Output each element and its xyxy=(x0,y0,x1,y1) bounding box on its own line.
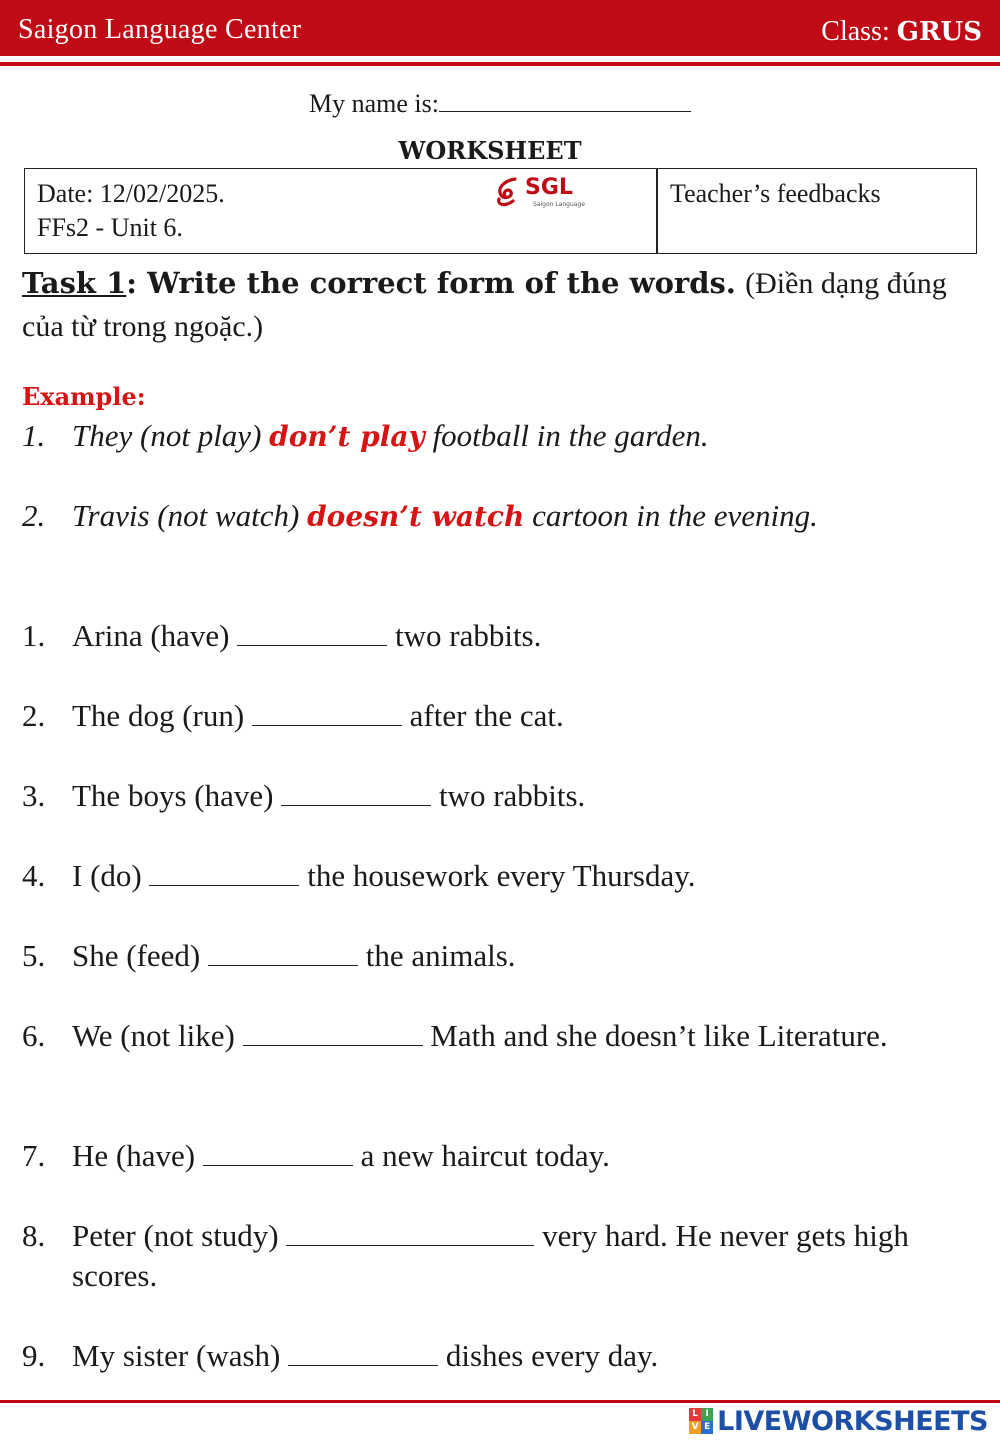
task-vietnamese: (Điền dạng đúng của từ trong ngoặc.) xyxy=(22,267,947,343)
sgl-swoosh-icon xyxy=(493,175,525,209)
question-item xyxy=(22,1216,982,1296)
question-text: after the cat. xyxy=(401,698,564,733)
liveworksheets-icon xyxy=(689,1408,713,1434)
logo-text: SGL xyxy=(525,175,573,200)
info-divider xyxy=(656,169,658,253)
question-number: 3. xyxy=(22,778,46,813)
question-text: We (not like) xyxy=(72,1018,243,1053)
question-number: 6. xyxy=(22,1018,46,1053)
answer-blank[interactable] xyxy=(208,940,358,966)
brand-icon-letter: V xyxy=(689,1421,701,1434)
question-item xyxy=(22,1136,982,1176)
liveworksheets-brand[interactable] xyxy=(689,1404,988,1438)
question-text: the animals. xyxy=(358,938,516,973)
feedback-label: Teacher’s feedbacks xyxy=(670,179,881,208)
question-text: two rabbits. xyxy=(431,778,586,813)
example-answer: don’t play xyxy=(269,420,425,453)
brand-icon-letter: I xyxy=(701,1408,713,1421)
question-number: 4. xyxy=(22,858,46,893)
sgl-logo xyxy=(493,175,593,211)
question-number: 9. xyxy=(22,1338,46,1373)
name-prompt: My name is: xyxy=(309,89,439,118)
question-text: Math and she doesn’t like Literature. xyxy=(422,1018,888,1053)
question-item xyxy=(22,776,982,816)
logo-subtext: Saigon Language xyxy=(533,201,585,208)
question-item xyxy=(22,1016,982,1056)
task-label: Task 1 xyxy=(22,266,127,300)
question-number: 1. xyxy=(22,618,46,653)
answer-blank[interactable] xyxy=(237,620,387,646)
footer-line xyxy=(0,1400,1000,1403)
header-underline xyxy=(0,62,1000,66)
question-number: 7. xyxy=(22,1138,46,1173)
question-text: My sister (wash) xyxy=(72,1338,289,1373)
question-text: I (do) xyxy=(72,858,150,893)
question-text: a new haircut today. xyxy=(352,1138,610,1173)
class-label xyxy=(821,16,982,48)
brand-icon-letter: L xyxy=(689,1408,701,1421)
question-text: Arina (have) xyxy=(72,618,238,653)
example-text: cartoon in the evening. xyxy=(524,498,818,533)
example-label: Example: xyxy=(22,382,146,411)
question-number: 5. xyxy=(22,938,46,973)
question-number: 2. xyxy=(22,698,46,733)
question-text: the housework every Thursday. xyxy=(299,858,696,893)
task-instruction: : Write the correct form of the words. xyxy=(126,266,736,300)
question-item xyxy=(22,936,982,976)
question-number: 8. xyxy=(22,1218,46,1253)
question-item xyxy=(22,616,982,656)
question-text: very hard. He never gets high scores. xyxy=(72,1218,909,1293)
brand-text: LIVEWORKSHEETS xyxy=(717,1405,988,1437)
answer-blank[interactable] xyxy=(286,1220,534,1246)
question-text: She (feed) xyxy=(72,938,208,973)
class-prefix: Class: xyxy=(821,16,890,47)
example-item xyxy=(22,496,982,537)
name-line xyxy=(0,88,1000,119)
center-name: Saigon Language Center xyxy=(18,14,302,45)
question-text: The dog (run) xyxy=(72,698,252,733)
example-item xyxy=(22,416,982,457)
example-answer: doesn’t watch xyxy=(307,500,525,533)
question-text: The boys (have) xyxy=(72,778,282,813)
header-bar xyxy=(0,0,1000,56)
task-heading xyxy=(22,262,982,348)
answer-blank[interactable] xyxy=(149,860,299,886)
example-text: Travis (not watch) xyxy=(72,498,308,533)
answer-blank[interactable] xyxy=(288,1340,438,1366)
info-box xyxy=(24,168,977,254)
question-item xyxy=(22,696,982,736)
question-text: Peter (not study) xyxy=(72,1218,287,1253)
question-text: dishes every day. xyxy=(438,1338,659,1373)
example-text: football in the garden. xyxy=(424,418,709,453)
example-number: 2. xyxy=(22,498,46,533)
answer-blank[interactable] xyxy=(203,1140,353,1166)
question-item xyxy=(22,1336,982,1376)
class-name: GRUS xyxy=(896,17,982,47)
worksheet-title: WORKSHEET xyxy=(398,136,582,165)
example-text: They (not play) xyxy=(72,418,270,453)
brand-icon-letter: E xyxy=(701,1421,713,1434)
question-text: He (have) xyxy=(72,1138,203,1173)
name-blank[interactable] xyxy=(439,88,691,112)
answer-blank[interactable] xyxy=(281,780,431,806)
date-text: Date: 12/02/2025. xyxy=(37,179,225,208)
answer-blank[interactable] xyxy=(252,700,402,726)
question-text: two rabbits. xyxy=(387,618,542,653)
example-number: 1. xyxy=(22,418,46,453)
unit-text: FFs2 - Unit 6. xyxy=(37,213,183,242)
answer-blank[interactable] xyxy=(243,1020,423,1046)
question-item xyxy=(22,856,982,896)
